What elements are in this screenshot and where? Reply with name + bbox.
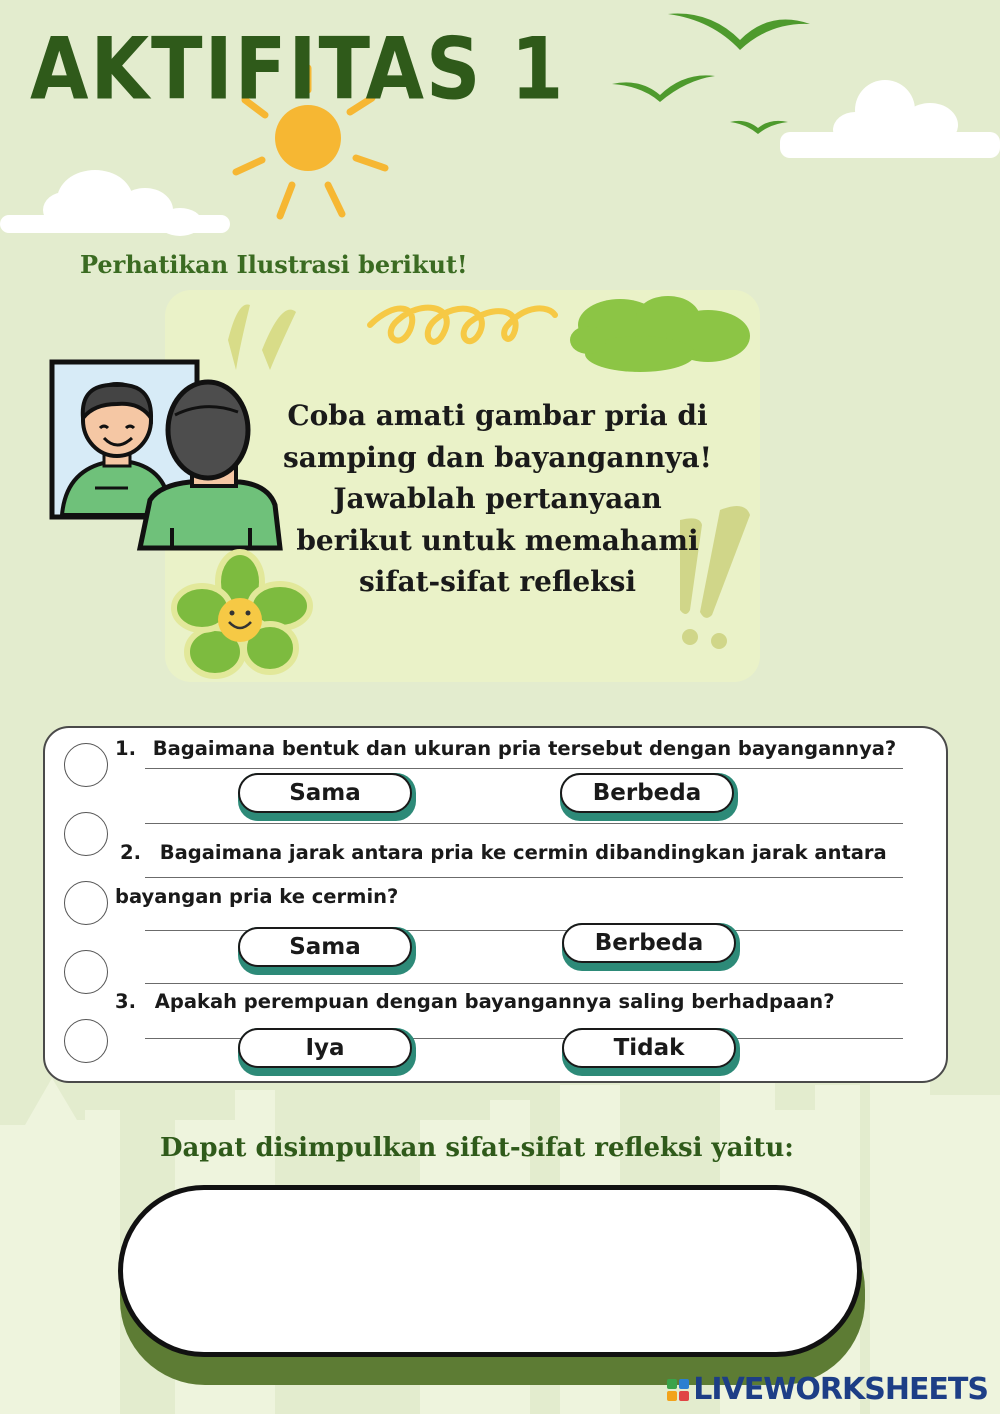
- option-label: Iya: [238, 1028, 412, 1068]
- option-label: Berbeda: [562, 923, 736, 963]
- question-2-continued: bayangan pria ke cermin?: [115, 885, 399, 908]
- page-title: AKTIFITAS 1: [30, 19, 566, 119]
- q2-option-sama[interactable]: [238, 927, 416, 975]
- question-text: Bagaimana bentuk dan ukuran pria tersebut dengan bayangannya?: [152, 737, 897, 760]
- q1-option-berbeda[interactable]: [560, 773, 738, 821]
- squiggle-icon: [370, 308, 555, 342]
- mirror-illustration: [52, 362, 280, 548]
- question-1: [115, 737, 896, 760]
- notebook-ring: [64, 881, 108, 925]
- q3-option-tidak[interactable]: [562, 1028, 740, 1076]
- intro-line: sifat-sifat refleksi: [359, 565, 636, 598]
- notebook-ring: [64, 743, 108, 787]
- intro-text: [270, 395, 725, 603]
- brand-name: LIVEWORKSHEETS: [693, 1372, 988, 1407]
- question-number: 3.: [115, 990, 136, 1013]
- question-text: Bagaimana jarak antara pria ke cermin dibandingkan jarak antara: [159, 841, 887, 864]
- q2-option-berbeda[interactable]: [562, 923, 740, 971]
- instruction-heading: Perhatikan Ilustrasi berikut!: [80, 250, 468, 279]
- q1-option-sama[interactable]: [238, 773, 416, 821]
- option-label: Sama: [238, 927, 412, 967]
- conclusion-answer-field[interactable]: [118, 1185, 862, 1357]
- notebook-ring: [64, 950, 108, 994]
- notebook-rule: [145, 983, 903, 984]
- liveworksheets-logo: [667, 1372, 988, 1407]
- leaf-cloud-icon: [570, 296, 750, 372]
- intro-line: samping dan bayangannya!: [283, 440, 712, 474]
- option-label: Berbeda: [560, 773, 734, 813]
- notebook-rule: [145, 823, 903, 824]
- question-3: [115, 990, 835, 1013]
- notebook-rule: [145, 768, 903, 769]
- question-2: [120, 841, 887, 864]
- notebook-ring: [64, 812, 108, 856]
- option-label: Tidak: [562, 1028, 736, 1068]
- q3-option-iya[interactable]: [238, 1028, 416, 1076]
- notebook-rule: [145, 877, 903, 878]
- intro-line: Coba amati gambar pria di: [287, 399, 708, 432]
- sparkle-icon: [228, 304, 296, 370]
- question-number: 2.: [120, 841, 141, 864]
- question-number: 1.: [115, 737, 136, 760]
- intro-line: berikut untuk memahami: [296, 523, 699, 557]
- option-label: Sama: [238, 773, 412, 813]
- intro-line: Jawablah pertanyaan: [333, 482, 662, 515]
- notebook-ring: [64, 1019, 108, 1063]
- brand-logo-icon: [667, 1379, 689, 1401]
- question-text: Apakah perempuan dengan bayangannya saling berhadpaan?: [154, 990, 835, 1013]
- conclusion-label: Dapat disimpulkan sifat-sifat refleksi yaitu:: [160, 1133, 794, 1163]
